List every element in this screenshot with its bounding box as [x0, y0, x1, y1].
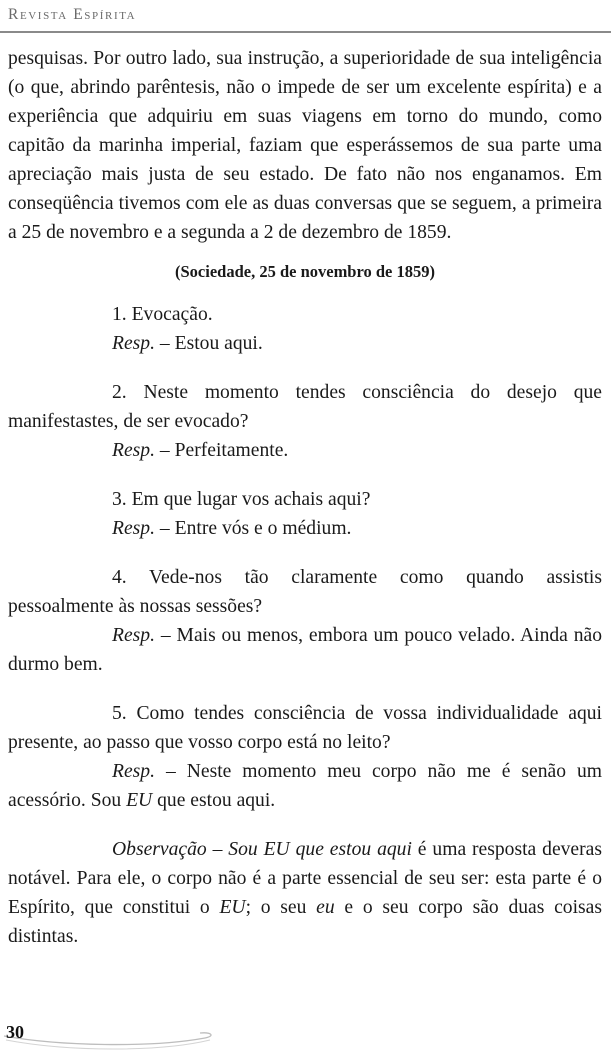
intro-paragraph: pesquisas. Por outro lado, sua instrução, a superioridade de sua inteligência (o que, abrindo parêntesis, não o impede de ser um excelente espírita) e a experiência que adquiriu em suas viagens em torno do mundo, como capitão da marinha imperial, faziam que esperássemos de sua parte uma apreciação mais justa de seu estado. De fato não nos enganamos. Em conseqüência tivemos com ele as duas conversas que se seguem, a primeira a 25 de novembro e a segunda a 2 de dezembro de 1859. — [8, 48, 602, 243]
answer-2 — [8, 436, 602, 465]
dash: – — [165, 761, 176, 782]
dash: – — [159, 518, 170, 539]
question-1: 1. Evocação. — [112, 304, 213, 325]
answer-4 — [8, 621, 602, 679]
answer-4-text: Mais ou menos, embora um pouco velado. Ainda não durmo bem. — [8, 625, 603, 675]
question-5: 5. Como tendes consciência de vossa individualidade aqui presente, ao passo que vosso corpo está no leito? — [8, 703, 602, 753]
header-rule — [0, 31, 611, 33]
observation-text-2: ; o seu — [245, 897, 317, 918]
resp-label: Resp. — [112, 333, 155, 354]
answer-5 — [8, 757, 602, 815]
observation-quote-em: EU — [263, 839, 290, 860]
answer-2-text: Perfeitamente. — [174, 440, 289, 461]
answer-1 — [8, 329, 602, 358]
resp-label: Resp. — [112, 625, 155, 646]
observation-paragraph — [8, 835, 602, 951]
observation-quote-post: que estou aqui — [289, 839, 412, 860]
section-heading: (Sociedade, 25 de novembro de 1859) — [174, 262, 436, 281]
question-3: 3. Em que lugar vos achais aqui? — [112, 489, 371, 510]
observation-quote-pre: Sou — [228, 839, 264, 860]
resp-label: Resp. — [112, 761, 155, 782]
answer-3-text: Entre vós e o médium. — [174, 518, 352, 539]
answer-1-text: Estou aqui. — [174, 333, 263, 354]
answer-5-pre: Neste momento meu corpo não me é senão um acessório. Sou — [8, 761, 602, 811]
dash: – — [159, 440, 170, 461]
observation-label: Observação — [112, 839, 207, 860]
page-number: 30 — [6, 1022, 24, 1042]
observation-text-3: e o seu corpo são duas coisas distintas. — [8, 897, 602, 947]
question-4: 4. Vede-nos tão claramente como quando assistis pessoalmente às nossas sessões? — [8, 567, 602, 617]
observation-eu-1: EU — [219, 897, 246, 918]
resp-label: Resp. — [112, 440, 155, 461]
dash: – — [160, 625, 171, 646]
observation-text-1: é uma resposta deveras notável. Para ele, o corpo não é a parte essencial de seu ser: esta parte é o Espírito, que constitui o — [8, 839, 602, 918]
resp-label: Resp. — [112, 518, 155, 539]
dash: – — [159, 333, 170, 354]
answer-5-post: que estou aqui. — [152, 790, 276, 811]
running-header: Revista Espírita — [8, 6, 137, 23]
question-2: 2. Neste momento tendes consciência do desejo que manifestastes, de ser evocado? — [8, 382, 602, 432]
dash: – — [212, 839, 223, 860]
answer-5-em: EU — [126, 790, 153, 811]
page-body — [8, 44, 602, 951]
page-swoosh-ornament — [0, 1018, 230, 1054]
observation-eu-2: eu — [316, 897, 335, 918]
answer-3 — [8, 514, 602, 543]
